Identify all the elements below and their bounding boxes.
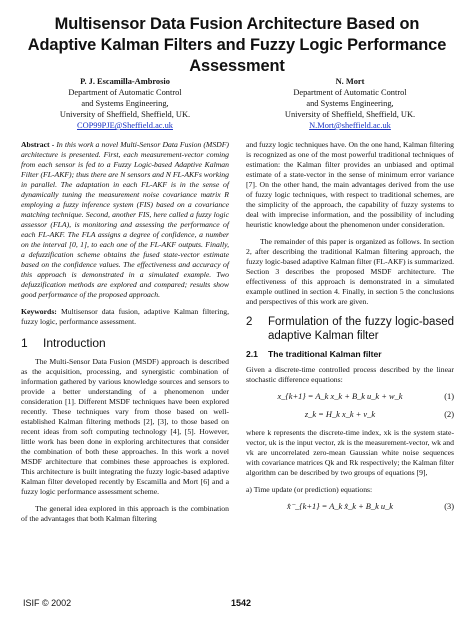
equation-expr: z_k = H_k x_k + v_k	[304, 410, 376, 419]
section-title: Formulation of the fuzzy logic-based adaptive Kalman filter	[268, 316, 454, 342]
subsection-heading	[246, 349, 454, 359]
keywords	[21, 307, 229, 327]
author-dept: Department of Automatic Control	[68, 88, 182, 97]
paragraph: and fuzzy logic techniques have. On the one hand, Kalman filtering is recognized as one of the most powerful traditional techniques of estimation: the Kalman filter provides an unbiased and optimal estimate of a state-vector in the sense of minimum error variance [7]. On the other hand, the main advantages derived from the use of fuzzy logic techniques, with respect to traditional schemes, are the simplicity of the approach, the capability of fuzzy systems to deal with imprecise information, and the possibility of including heuristic knowledge about the phenomenon under consideration.	[246, 140, 454, 229]
section-heading-formulation	[246, 315, 454, 343]
author-email-link[interactable]: N.Mort@sheffield.ac.uk	[309, 121, 391, 130]
equation-expr: x_{k+1} = A_k x_k + B_k u_k + w_k	[277, 392, 403, 401]
section-number: 1	[21, 336, 28, 350]
equation-1	[246, 392, 454, 402]
footer-copyright: ISIF © 2002	[23, 598, 72, 608]
paper-title: Multisensor Data Fusion Architecture Based on Adaptive Kalman Filters and Fuzzy Logic Performance Assessment	[27, 15, 447, 75]
subsection-number: 2.1	[246, 349, 258, 359]
subsection-title: The traditional Kalman filter	[268, 349, 382, 359]
abstract-text: In this work a novel Multi-Sensor Data Fusion (MSDF) architecture is presented. First, each measurement-vector coming from each sensor is fed to a Fuzzy Logic-based Adaptive Kalman Filter (FL-AKF); thus there are N sensors and N FL-AKFs working in parallel. The adaptation in each FL-AKF is in the sense of dynamically tuning the measurement noise covariance matrix R employing a fuzzy inference system (FIS) based on a covariance matching technique. Second, another FIS, here called a fuzzy logic assessor (FLA), is monitoring and assessing the performance of each FL-AKF. The FLA assigns a degree of confidence, a number on the interval [0, 1], to each one of the FL-AKF outputs. Finally, a defuzzification scheme obtains the fused state-vector estimate based on the confidence values. The effectiveness and accuracy of this approach is demonstrated in a simulated example. Two defuzzification methods are explored and compared; results show good performance of the proposed approach.	[21, 140, 229, 299]
equation-expr: x̂⁻_{k+1} = A_k x̂_k + B_k u_k	[286, 502, 394, 511]
equation-number: (3)	[444, 502, 454, 511]
keywords-label: Keywords:	[21, 307, 57, 316]
author-1	[21, 76, 229, 131]
equation-2	[246, 410, 454, 420]
page-number: 1542	[231, 598, 252, 608]
author-email-link[interactable]: COP99PJE@Sheffield.ac.uk	[77, 121, 173, 130]
right-column	[246, 140, 454, 520]
abstract-label: Abstract -	[21, 140, 55, 149]
paragraph: The remainder of this paper is organized as follows. In section 2, after describing the traditional Kalman filtering approach, the fuzzy logic-based adaptive Kalman filter (FL-AKF) is summarized. Section 3 describes the proposed MSDF architecture. The effectiveness of this approach is demonstrated in a simulated example outlined in section 4. Finally, in section 5 the conclusions and perspectives of this work are given.	[246, 237, 454, 306]
author-dept: and Systems Engineering,	[81, 99, 169, 108]
section-title: Introduction	[43, 336, 106, 350]
paragraph: a) Time update (or prediction) equations:	[246, 485, 373, 494]
keywords-text: Multisensor data fusion, adaptive Kalman filtering, fuzzy logic, performance assessment.	[21, 307, 229, 326]
paragraph: where k represents the discrete-time index, xk is the system state-vector, uk is the input vector, zk is the measurement-vector, wk and vk are uncorrelated zero-mean Gaussian white noise sequences with covariance matrices Qk and Rk respectively; the Kalman filter algorithm can be described by two groups of equations [9],	[246, 428, 454, 477]
paragraph: The general idea explored in this approach is the combination of the advantages that both Kalman filtering	[21, 504, 229, 523]
author-dept: Department of Automatic Control	[293, 88, 407, 97]
equation-number: (2)	[444, 410, 454, 419]
section-number: 2	[246, 316, 253, 328]
abstract	[21, 140, 229, 300]
author-name: P. J. Escamilla-Ambrosio	[80, 77, 170, 86]
author-univ: University of Sheffield, Sheffield, UK.	[284, 110, 416, 119]
equation-number: (1)	[444, 392, 454, 401]
section-heading-intro	[21, 336, 229, 350]
author-2	[246, 76, 454, 131]
paragraph: Given a discrete-time controlled process described by the linear stochastic difference equations:	[246, 365, 454, 384]
left-column	[21, 140, 229, 531]
author-univ: University of Sheffield, Sheffield, UK.	[59, 110, 191, 119]
equation-3	[246, 502, 454, 512]
paragraph: The Multi-Sensor Data Fusion (MSDF) approach is described as the acquisition, processing, and synergistic combination of information gathered by various knowledge sources and sensors to provide a better understanding of a phenomenon under consideration [1]. Different MSDF techniques have been explored recently. These techniques vary from those based on well-established Kalman filtering methods [2], [3], to those based on recent ideas from soft computing technology [4], [5]. However, little work has been done in exploring architectures that consider the combination of both these approaches. In this work a novel MSDF architecture that combines these approaches is explored. This architecture is built integrating the fuzzy logic-based adaptive Kalman filter developed recently by Escamilla and Mort [6] and a fuzzy logic performance assessment scheme.	[21, 357, 229, 496]
author-name: N. Mort	[335, 77, 365, 86]
author-dept: and Systems Engineering,	[306, 99, 394, 108]
